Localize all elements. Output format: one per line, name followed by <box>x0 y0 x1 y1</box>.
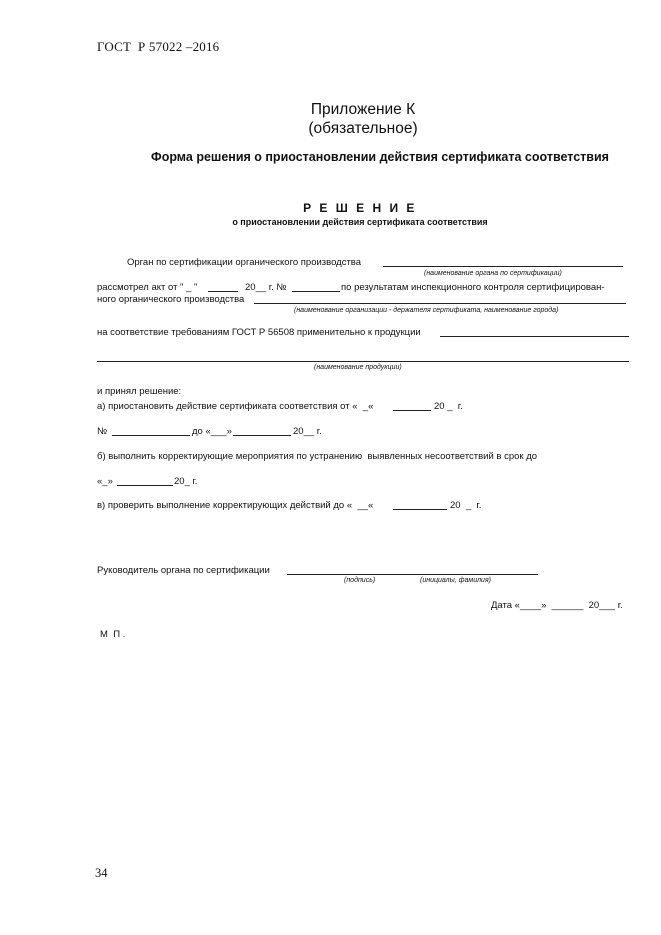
item-b-date: «_» <box>97 476 113 487</box>
head-label: Руководитель органа по сертификации <box>97 565 270 576</box>
decision-intro: и принял решение: <box>97 386 182 397</box>
item-b-date-blank <box>117 476 173 486</box>
holder-blank <box>254 294 626 304</box>
item-a-year: 20 _ г. <box>434 401 463 412</box>
product-caption: (наименование продукции) <box>314 364 402 371</box>
organ-blank <box>383 257 623 267</box>
act-tail: по результатам инспекционного контроля сертифицирован- <box>341 282 605 293</box>
act-month-blank <box>208 282 238 292</box>
organ-label: Орган по сертификации органического производства <box>127 257 362 268</box>
number-blank <box>112 426 190 436</box>
appendix-status: (обязательное) <box>308 120 418 137</box>
stamp-place: М П . <box>100 629 126 640</box>
decision-title: Р Е Ш Е Н И Е <box>303 201 417 215</box>
item-c-year: 20 _ г. <box>450 500 482 511</box>
production-label: ного органического производства <box>97 294 245 305</box>
item-b: б) выполнить корректирующие мероприятия по устранению выявленных несоответствий в срок до <box>97 451 538 462</box>
signature-caption: (подпись) <box>344 577 376 584</box>
form-title: Форма решения о приостановлении действия сертификата соответствия <box>151 150 609 164</box>
number-year: 20__ г. <box>293 426 322 437</box>
holder-caption: (наименование организации - держателя сертификата, наименование города) <box>294 307 559 314</box>
product-blank-2 <box>97 352 629 362</box>
item-b-year: 20_ г. <box>174 476 198 487</box>
number-label: № <box>97 426 108 437</box>
number-to: до «___» <box>192 426 232 437</box>
date-line: Дата «____» ______ 20___ г. <box>491 600 623 611</box>
document-code: ГОСТ Р 57022 –2016 <box>97 39 220 54</box>
product-blank <box>440 327 629 337</box>
initials-caption: (инициалы, фамилия) <box>420 577 492 584</box>
act-number-blank <box>292 282 340 292</box>
organ-caption: (наименование органа по сертификации) <box>424 270 562 277</box>
item-c-blank <box>393 500 447 510</box>
item-c: в) проверить выполнение корректирующих действий до « __« <box>97 500 374 511</box>
appendix-title: Приложение К <box>310 101 416 118</box>
item-a-blank <box>393 401 431 411</box>
signature-blank <box>287 565 538 575</box>
item-a: а) приостановить действие сертификата соответствия от « _« <box>97 401 374 412</box>
decision-subtitle: о приостановлении действия сертификата соответствия <box>232 217 488 227</box>
act-year: 20__ г. № <box>245 282 287 293</box>
page-number: 34 <box>95 866 108 880</box>
act-label: рассмотрел акт от " _ " <box>97 282 198 293</box>
number-date-blank <box>233 426 291 436</box>
compliance-label: на соответствие требованиям ГОСТ Р 56508 применительно к продукции <box>97 327 421 338</box>
